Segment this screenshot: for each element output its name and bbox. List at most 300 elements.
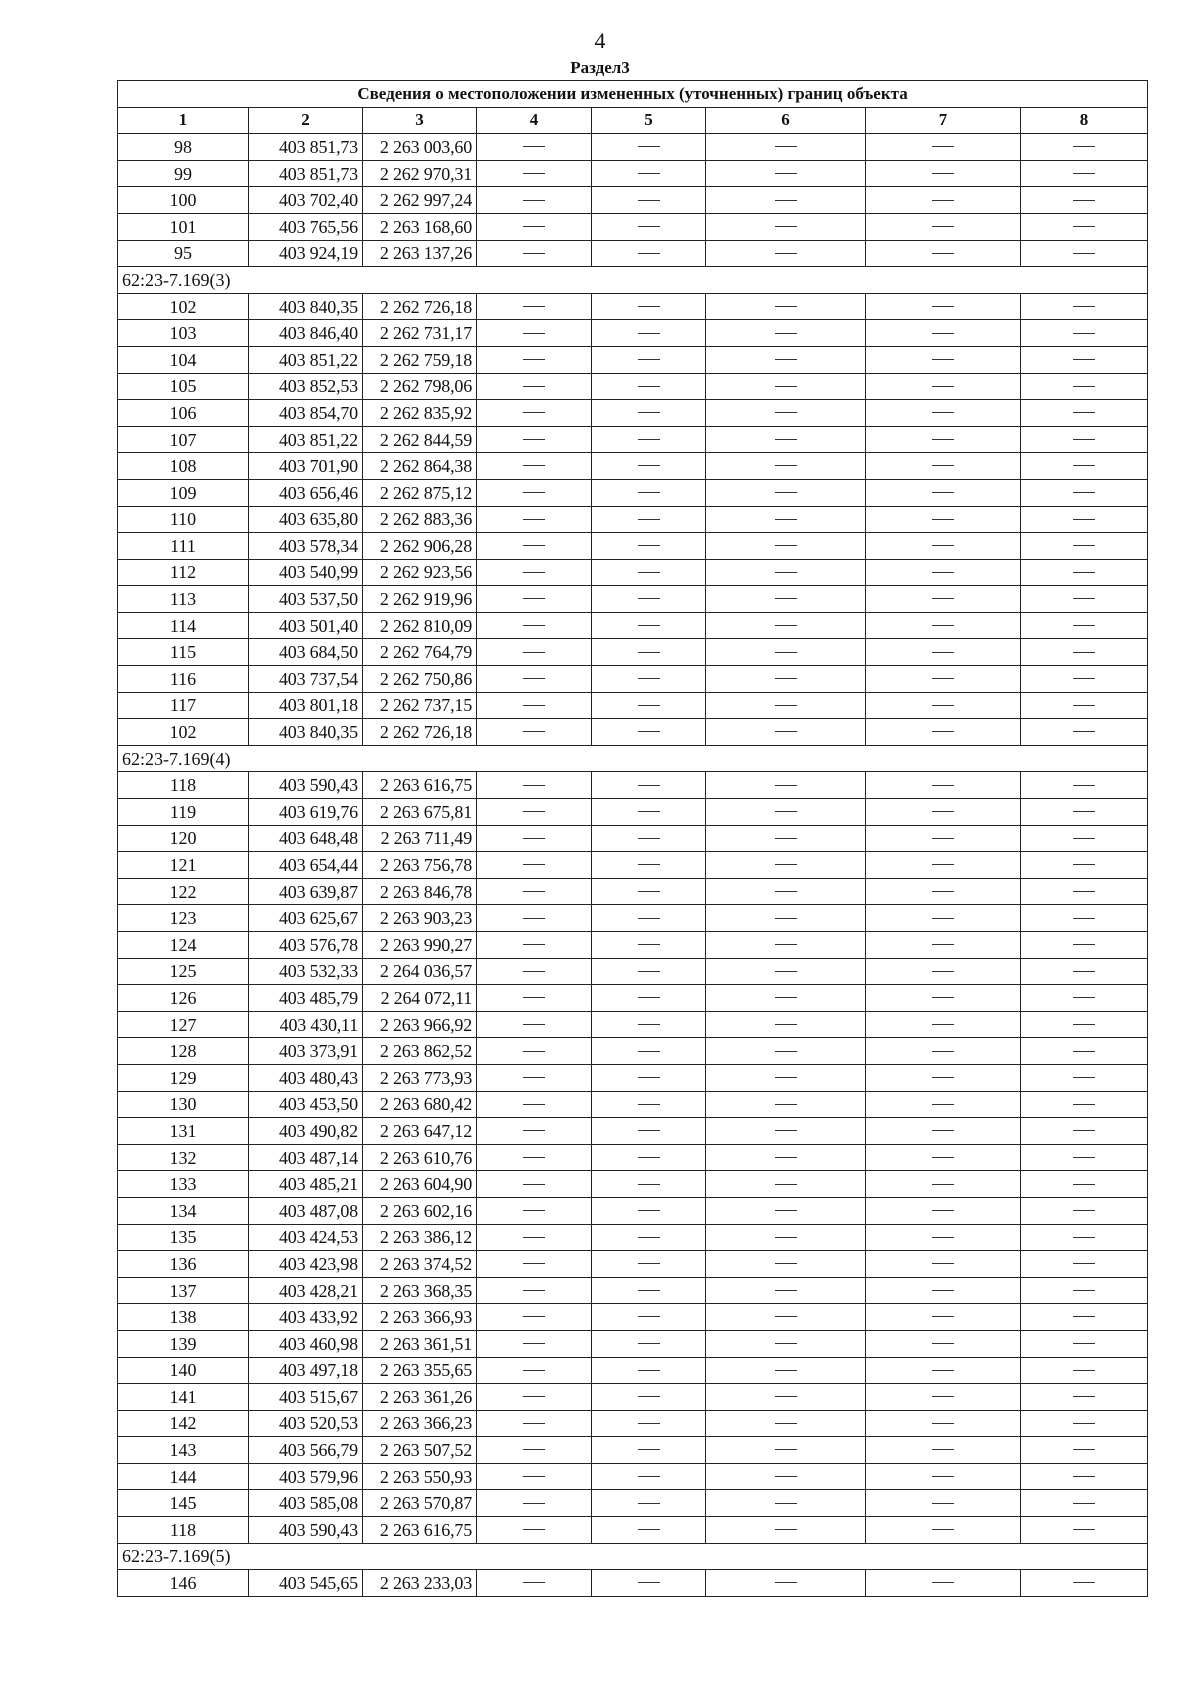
empty-value-cell: [706, 985, 866, 1012]
table-row: [118, 985, 1148, 1012]
dash-mark: [775, 519, 797, 520]
dash-mark: [638, 1423, 660, 1424]
empty-value-cell: [592, 1517, 706, 1544]
table-row: [118, 506, 1148, 533]
table-row: [118, 1224, 1148, 1251]
dash-mark: [932, 1290, 954, 1291]
empty-value-cell: [706, 1011, 866, 1038]
x-coordinate-cell: 403 846,40: [249, 320, 363, 347]
empty-value-cell: [1021, 799, 1148, 826]
empty-value-cell: [706, 905, 866, 932]
dash-mark: [932, 1024, 954, 1025]
dash-mark: [523, 1237, 545, 1238]
empty-value-cell: [866, 612, 1021, 639]
dash-mark: [523, 971, 545, 972]
table-row: [118, 373, 1148, 400]
dash-mark: [775, 1503, 797, 1504]
x-coordinate-cell: 403 532,33: [249, 958, 363, 985]
point-number-cell: 127: [118, 1011, 249, 1038]
empty-value-cell: [1021, 453, 1148, 480]
column-header: 1: [118, 107, 249, 134]
dash-mark: [523, 1423, 545, 1424]
empty-value-cell: [477, 1277, 592, 1304]
empty-value-cell: [592, 1038, 706, 1065]
empty-value-cell: [706, 932, 866, 959]
dash-mark: [775, 465, 797, 466]
table-row: [118, 799, 1148, 826]
empty-value-cell: [706, 293, 866, 320]
empty-value-cell: [866, 400, 1021, 427]
dash-mark: [1073, 1263, 1095, 1264]
dash-mark: [932, 1529, 954, 1530]
dash-mark: [523, 997, 545, 998]
y-coordinate-cell: 2 263 610,76: [363, 1144, 477, 1171]
dash-mark: [523, 306, 545, 307]
table-row: [118, 213, 1148, 240]
empty-value-cell: [592, 772, 706, 799]
y-coordinate-cell: 2 262 731,17: [363, 320, 477, 347]
dash-mark: [775, 1449, 797, 1450]
table-row: [118, 666, 1148, 693]
dash-mark: [932, 359, 954, 360]
empty-value-cell: [1021, 1197, 1148, 1224]
table-row: [118, 586, 1148, 613]
dash-mark: [775, 598, 797, 599]
empty-value-cell: [1021, 852, 1148, 879]
table-row: [118, 293, 1148, 320]
y-coordinate-cell: 2 262 875,12: [363, 479, 477, 506]
dash-mark: [1073, 146, 1095, 147]
y-coordinate-cell: 2 263 602,16: [363, 1197, 477, 1224]
dash-mark: [1073, 1396, 1095, 1397]
y-coordinate-cell: 2 262 750,86: [363, 666, 477, 693]
dash-mark: [1073, 1316, 1095, 1317]
dash-mark: [775, 678, 797, 679]
dash-mark: [932, 439, 954, 440]
dash-mark: [638, 572, 660, 573]
x-coordinate-cell: 403 485,79: [249, 985, 363, 1012]
dash-mark: [523, 519, 545, 520]
dash-mark: [932, 1104, 954, 1105]
dash-mark: [775, 412, 797, 413]
point-number-cell: 113: [118, 586, 249, 613]
empty-value-cell: [1021, 1463, 1148, 1490]
empty-value-cell: [1021, 187, 1148, 214]
point-number-cell: 137: [118, 1277, 249, 1304]
dash-mark: [1073, 811, 1095, 812]
empty-value-cell: [592, 1171, 706, 1198]
dash-mark: [932, 811, 954, 812]
dash-mark: [638, 253, 660, 254]
empty-value-cell: [706, 1517, 866, 1544]
empty-value-cell: [1021, 1171, 1148, 1198]
empty-value-cell: [592, 533, 706, 560]
dash-mark: [775, 705, 797, 706]
y-coordinate-cell: 2 263 680,42: [363, 1091, 477, 1118]
column-header: 6: [706, 107, 866, 134]
empty-value-cell: [592, 612, 706, 639]
empty-value-cell: [866, 1330, 1021, 1357]
empty-value-cell: [592, 320, 706, 347]
y-coordinate-cell: 2 262 844,59: [363, 426, 477, 453]
empty-value-cell: [477, 559, 592, 586]
dash-mark: [1073, 1130, 1095, 1131]
y-coordinate-cell: 2 263 711,49: [363, 825, 477, 852]
y-coordinate-cell: 2 262 764,79: [363, 639, 477, 666]
empty-value-cell: [866, 1277, 1021, 1304]
point-number-cell: 112: [118, 559, 249, 586]
empty-value-cell: [592, 639, 706, 666]
empty-value-cell: [1021, 134, 1148, 161]
x-coordinate-cell: 403 648,48: [249, 825, 363, 852]
point-number-cell: 115: [118, 639, 249, 666]
empty-value-cell: [706, 400, 866, 427]
empty-value-cell: [592, 134, 706, 161]
y-coordinate-cell: 2 262 726,18: [363, 719, 477, 746]
table-row: [118, 1570, 1148, 1597]
table-row: [118, 1357, 1148, 1384]
empty-value-cell: [592, 878, 706, 905]
empty-value-cell: [477, 1011, 592, 1038]
dash-mark: [523, 1449, 545, 1450]
empty-value-cell: [592, 1277, 706, 1304]
empty-value-cell: [706, 825, 866, 852]
column-header-row: [118, 107, 1148, 134]
table-body: [118, 134, 1148, 1597]
dash-mark: [775, 785, 797, 786]
dash-mark: [523, 1343, 545, 1344]
dash-mark: [638, 306, 660, 307]
empty-value-cell: [866, 320, 1021, 347]
empty-value-cell: [477, 905, 592, 932]
empty-value-cell: [1021, 878, 1148, 905]
dash-mark: [523, 333, 545, 334]
y-coordinate-cell: 2 263 604,90: [363, 1171, 477, 1198]
point-number-cell: 109: [118, 479, 249, 506]
empty-value-cell: [866, 1357, 1021, 1384]
empty-value-cell: [1021, 1570, 1148, 1597]
dash-mark: [1073, 572, 1095, 573]
x-coordinate-cell: 403 501,40: [249, 612, 363, 639]
y-coordinate-cell: 2 262 726,18: [363, 293, 477, 320]
empty-value-cell: [866, 293, 1021, 320]
dash-mark: [932, 1449, 954, 1450]
empty-value-cell: [592, 1197, 706, 1224]
dash-mark: [523, 864, 545, 865]
empty-value-cell: [866, 932, 1021, 959]
dash-mark: [638, 785, 660, 786]
empty-value-cell: [866, 453, 1021, 480]
group-label: 62:23-7.169(3): [118, 267, 1148, 294]
dash-mark: [638, 492, 660, 493]
dash-mark: [932, 625, 954, 626]
x-coordinate-cell: 403 924,19: [249, 240, 363, 267]
column-header: 3: [363, 107, 477, 134]
dash-mark: [1073, 864, 1095, 865]
empty-value-cell: [477, 240, 592, 267]
empty-value-cell: [706, 666, 866, 693]
empty-value-cell: [866, 1038, 1021, 1065]
table-row: [118, 187, 1148, 214]
empty-value-cell: [592, 958, 706, 985]
table-row: [118, 772, 1148, 799]
empty-value-cell: [866, 213, 1021, 240]
point-number-cell: 138: [118, 1304, 249, 1331]
table-row: [118, 1384, 1148, 1411]
empty-value-cell: [706, 559, 866, 586]
dash-mark: [932, 1582, 954, 1583]
x-coordinate-cell: 403 578,34: [249, 533, 363, 560]
empty-value-cell: [866, 1171, 1021, 1198]
dash-mark: [1073, 1290, 1095, 1291]
empty-value-cell: [1021, 240, 1148, 267]
empty-value-cell: [1021, 825, 1148, 852]
empty-value-cell: [592, 825, 706, 852]
empty-value-cell: [866, 1224, 1021, 1251]
dash-mark: [775, 811, 797, 812]
x-coordinate-cell: 403 765,56: [249, 213, 363, 240]
empty-value-cell: [592, 852, 706, 879]
point-number-cell: 119: [118, 799, 249, 826]
empty-value-cell: [477, 453, 592, 480]
empty-value-cell: [866, 426, 1021, 453]
table-row: [118, 1463, 1148, 1490]
y-coordinate-cell: 2 263 570,87: [363, 1490, 477, 1517]
dash-mark: [523, 492, 545, 493]
empty-value-cell: [477, 426, 592, 453]
y-coordinate-cell: 2 262 883,36: [363, 506, 477, 533]
x-coordinate-cell: 403 619,76: [249, 799, 363, 826]
empty-value-cell: [477, 799, 592, 826]
empty-value-cell: [866, 160, 1021, 187]
empty-value-cell: [706, 639, 866, 666]
x-coordinate-cell: 403 590,43: [249, 1517, 363, 1544]
dash-mark: [775, 971, 797, 972]
empty-value-cell: [477, 533, 592, 560]
x-coordinate-cell: 403 639,87: [249, 878, 363, 905]
point-number-cell: 144: [118, 1463, 249, 1490]
point-number-cell: 139: [118, 1330, 249, 1357]
dash-mark: [638, 1343, 660, 1344]
point-number-cell: 116: [118, 666, 249, 693]
dash-mark: [638, 1529, 660, 1530]
point-number-cell: 135: [118, 1224, 249, 1251]
dash-mark: [523, 944, 545, 945]
dash-mark: [523, 1370, 545, 1371]
dash-mark: [638, 731, 660, 732]
dash-mark: [523, 465, 545, 466]
dash-mark: [638, 1104, 660, 1105]
empty-value-cell: [706, 719, 866, 746]
dash-mark: [523, 598, 545, 599]
empty-value-cell: [866, 1197, 1021, 1224]
dash-mark: [523, 359, 545, 360]
y-coordinate-cell: 2 263 366,23: [363, 1410, 477, 1437]
dash-mark: [932, 465, 954, 466]
dash-mark: [932, 306, 954, 307]
dash-mark: [1073, 1077, 1095, 1078]
empty-value-cell: [706, 1330, 866, 1357]
y-coordinate-cell: 2 263 366,93: [363, 1304, 477, 1331]
dash-mark: [775, 625, 797, 626]
dash-mark: [775, 731, 797, 732]
dash-mark: [775, 864, 797, 865]
dash-mark: [932, 146, 954, 147]
empty-value-cell: [592, 799, 706, 826]
dash-mark: [523, 173, 545, 174]
dash-mark: [932, 1051, 954, 1052]
empty-value-cell: [592, 346, 706, 373]
dash-mark: [1073, 226, 1095, 227]
dash-mark: [638, 1316, 660, 1317]
dash-mark: [932, 838, 954, 839]
dash-mark: [523, 1024, 545, 1025]
dash-mark: [932, 226, 954, 227]
empty-value-cell: [1021, 293, 1148, 320]
dash-mark: [638, 1077, 660, 1078]
dash-mark: [1073, 465, 1095, 466]
dash-mark: [932, 678, 954, 679]
empty-value-cell: [477, 586, 592, 613]
empty-value-cell: [706, 612, 866, 639]
empty-value-cell: [1021, 1437, 1148, 1464]
column-header: 2: [249, 107, 363, 134]
dash-mark: [638, 1396, 660, 1397]
dash-mark: [523, 200, 545, 201]
dash-mark: [932, 997, 954, 998]
y-coordinate-cell: 2 262 997,24: [363, 187, 477, 214]
y-coordinate-cell: 2 262 864,38: [363, 453, 477, 480]
dash-mark: [523, 1077, 545, 1078]
table-caption: Сведения о местоположении измененных (уточненных) границ объекта: [118, 81, 1148, 108]
dash-mark: [932, 731, 954, 732]
empty-value-cell: [592, 160, 706, 187]
dash-mark: [638, 971, 660, 972]
dash-mark: [775, 1529, 797, 1530]
table-row: [118, 1091, 1148, 1118]
dash-mark: [523, 625, 545, 626]
dash-mark: [638, 412, 660, 413]
y-coordinate-cell: 2 263 903,23: [363, 905, 477, 932]
x-coordinate-cell: 403 485,21: [249, 1171, 363, 1198]
dash-mark: [638, 891, 660, 892]
x-coordinate-cell: 403 656,46: [249, 479, 363, 506]
point-number-cell: 123: [118, 905, 249, 932]
empty-value-cell: [1021, 932, 1148, 959]
dash-mark: [1073, 1423, 1095, 1424]
point-number-cell: 118: [118, 1517, 249, 1544]
point-number-cell: 129: [118, 1064, 249, 1091]
dash-mark: [1073, 1476, 1095, 1477]
y-coordinate-cell: 2 263 990,27: [363, 932, 477, 959]
dash-mark: [932, 1343, 954, 1344]
table-row: [118, 1490, 1148, 1517]
dash-mark: [1073, 306, 1095, 307]
y-coordinate-cell: 2 263 168,60: [363, 213, 477, 240]
table-row: [118, 400, 1148, 427]
x-coordinate-cell: 403 520,53: [249, 1410, 363, 1437]
dash-mark: [932, 944, 954, 945]
empty-value-cell: [866, 878, 1021, 905]
dash-mark: [932, 572, 954, 573]
empty-value-cell: [477, 692, 592, 719]
dash-mark: [523, 918, 545, 919]
table-row: [118, 479, 1148, 506]
empty-value-cell: [477, 213, 592, 240]
point-number-cell: 110: [118, 506, 249, 533]
dash-mark: [638, 359, 660, 360]
table-row: [118, 852, 1148, 879]
empty-value-cell: [706, 453, 866, 480]
dash-mark: [775, 1024, 797, 1025]
empty-value-cell: [592, 506, 706, 533]
y-coordinate-cell: 2 264 072,11: [363, 985, 477, 1012]
empty-value-cell: [866, 187, 1021, 214]
dash-mark: [775, 838, 797, 839]
empty-value-cell: [866, 1118, 1021, 1145]
empty-value-cell: [592, 400, 706, 427]
dash-mark: [1073, 598, 1095, 599]
table-row: [118, 1197, 1148, 1224]
empty-value-cell: [477, 1304, 592, 1331]
empty-value-cell: [477, 1330, 592, 1357]
empty-value-cell: [592, 1410, 706, 1437]
dash-mark: [1073, 997, 1095, 998]
point-number-cell: 143: [118, 1437, 249, 1464]
x-coordinate-cell: 403 635,80: [249, 506, 363, 533]
empty-value-cell: [706, 373, 866, 400]
empty-value-cell: [477, 1410, 592, 1437]
empty-value-cell: [592, 426, 706, 453]
empty-value-cell: [477, 1038, 592, 1065]
dash-mark: [775, 1370, 797, 1371]
empty-value-cell: [592, 1330, 706, 1357]
empty-value-cell: [706, 1463, 866, 1490]
point-number-cell: 134: [118, 1197, 249, 1224]
dash-mark: [932, 253, 954, 254]
dash-mark: [523, 253, 545, 254]
empty-value-cell: [477, 852, 592, 879]
empty-value-cell: [706, 320, 866, 347]
dash-mark: [775, 173, 797, 174]
group-header-row: [118, 1543, 1148, 1570]
empty-value-cell: [1021, 692, 1148, 719]
dash-mark: [1073, 1343, 1095, 1344]
empty-value-cell: [866, 1011, 1021, 1038]
dash-mark: [775, 918, 797, 919]
y-coordinate-cell: 2 263 846,78: [363, 878, 477, 905]
dash-mark: [638, 519, 660, 520]
empty-value-cell: [866, 852, 1021, 879]
point-number-cell: 126: [118, 985, 249, 1012]
dash-mark: [638, 1263, 660, 1264]
dash-mark: [1073, 173, 1095, 174]
empty-value-cell: [1021, 1251, 1148, 1278]
empty-value-cell: [477, 1384, 592, 1411]
page-number: 4: [594, 28, 606, 53]
x-coordinate-cell: 403 428,21: [249, 1277, 363, 1304]
dash-mark: [1073, 678, 1095, 679]
empty-value-cell: [477, 1490, 592, 1517]
empty-value-cell: [477, 878, 592, 905]
dash-mark: [775, 359, 797, 360]
dash-mark: [775, 1263, 797, 1264]
empty-value-cell: [1021, 612, 1148, 639]
dash-mark: [775, 572, 797, 573]
dash-mark: [1073, 1051, 1095, 1052]
dash-mark: [932, 1503, 954, 1504]
dash-mark: [775, 1290, 797, 1291]
